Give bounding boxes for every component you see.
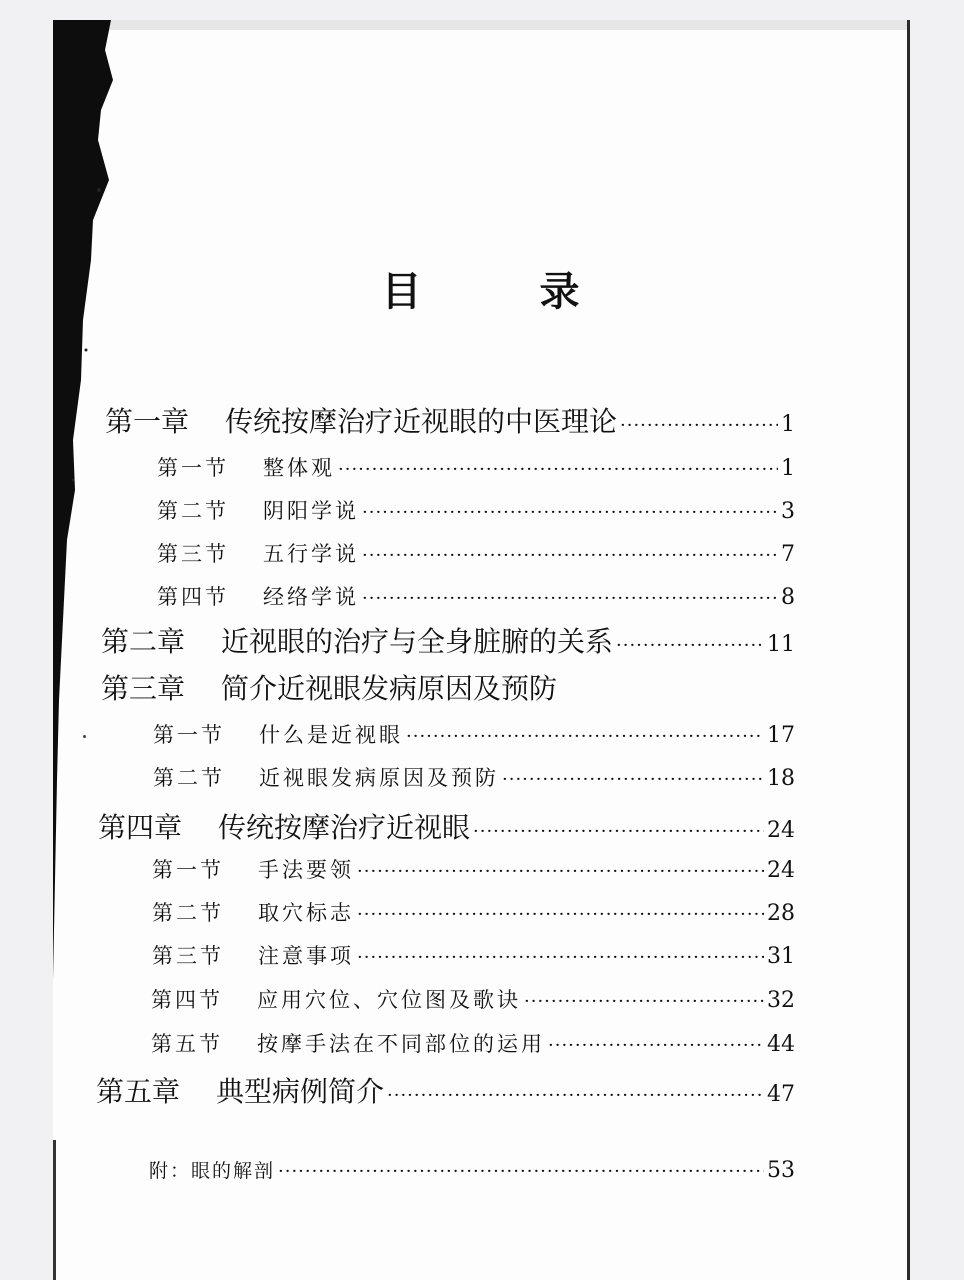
toc-section-1-2[interactable] — [157, 495, 795, 525]
page-number: 44 — [767, 1032, 795, 1057]
dot-leader — [524, 991, 764, 1012]
dot-leader — [502, 769, 764, 790]
page-bottom-edge — [53, 1140, 56, 1280]
section-title: 五行学说 — [263, 542, 359, 566]
toc-section-3-2[interactable] — [153, 762, 795, 792]
toc-section-4-3[interactable] — [152, 940, 795, 970]
scan-speck — [83, 735, 86, 738]
section-number: 第三节 — [152, 944, 224, 968]
appendix-title: 附：眼的解剖 — [149, 1160, 276, 1182]
chapter-title: 简介近视眼发病原因及预防 — [221, 672, 558, 705]
section-number: 第四节 — [151, 988, 223, 1012]
section-title: 经络学说 — [263, 585, 359, 609]
chapter-title: 传统按摩治疗近视眼的中医理论 — [225, 405, 618, 438]
page-number: 31 — [767, 944, 795, 969]
toc-section-4-2[interactable] — [152, 897, 795, 927]
page-number: 17 — [767, 723, 795, 748]
toc-section-1-3[interactable] — [157, 538, 795, 568]
section-number: 第二节 — [157, 499, 229, 523]
dot-leader — [548, 1035, 764, 1056]
page-number: 1 — [781, 412, 795, 437]
page-number: 7 — [781, 542, 795, 567]
chapter-title: 传统按摩治疗近视眼 — [218, 811, 471, 844]
toc-section-1-1[interactable] — [157, 452, 795, 482]
page-number: 18 — [767, 766, 795, 791]
section-number: 第一节 — [157, 456, 229, 480]
page-number: 3 — [781, 499, 795, 524]
dot-leader — [362, 502, 778, 523]
chapter-title: 近视眼的治疗与全身脏腑的关系 — [221, 625, 614, 658]
page-number: 24 — [767, 818, 795, 843]
section-title: 什么是近视眼 — [259, 723, 403, 747]
dot-leader — [357, 861, 764, 882]
dot-leader — [357, 904, 764, 925]
dot-leader — [620, 415, 778, 436]
section-number: 第四节 — [157, 585, 229, 609]
section-title: 阴阳学说 — [263, 499, 359, 523]
section-title: 应用穴位、穴位图及歌诀 — [257, 988, 521, 1012]
section-title: 取穴标志 — [258, 901, 354, 925]
toc-section-4-1[interactable] — [152, 854, 795, 884]
chapter-number: 第四章 — [98, 811, 183, 844]
dot-leader — [357, 947, 764, 968]
dot-leader — [362, 588, 778, 609]
toc-chapter-2[interactable] — [101, 620, 795, 660]
section-number: 第五节 — [151, 1032, 223, 1056]
section-title: 注意事项 — [258, 944, 354, 968]
page-number: 53 — [767, 1158, 795, 1183]
page-number: 24 — [767, 858, 795, 883]
dot-leader — [338, 459, 778, 480]
page-number: 1 — [781, 456, 795, 481]
section-number: 第一节 — [152, 858, 224, 882]
dot-leader — [362, 545, 778, 566]
page-number: 28 — [767, 901, 795, 926]
dot-leader — [406, 726, 764, 747]
toc-chapter-1[interactable] — [105, 400, 795, 440]
dot-leader — [616, 635, 764, 656]
toc-chapter-5[interactable] — [96, 1070, 795, 1110]
section-number: 第二节 — [153, 766, 225, 790]
section-number: 第三节 — [157, 542, 229, 566]
section-number: 第二节 — [152, 901, 224, 925]
toc-title: 目录 — [381, 269, 698, 315]
chapter-number: 第五章 — [96, 1075, 181, 1108]
toc-chapter-4[interactable] — [98, 806, 795, 846]
toc-appendix[interactable] — [149, 1156, 795, 1183]
toc-section-4-5[interactable] — [151, 1028, 795, 1058]
toc-section-4-4[interactable] — [151, 984, 795, 1014]
scanned-page — [53, 20, 910, 1280]
toc-chapter-3[interactable] — [101, 667, 795, 707]
page-number: 11 — [767, 632, 795, 657]
page-number: 32 — [767, 988, 795, 1013]
section-title: 近视眼发病原因及预防 — [259, 766, 499, 790]
chapter-number: 第三章 — [101, 672, 186, 705]
section-title: 按摩手法在不同部位的运用 — [257, 1032, 545, 1056]
chapter-number: 第一章 — [105, 405, 190, 438]
page-right-edge — [907, 20, 910, 1280]
chapter-title: 典型病例简介 — [216, 1075, 385, 1108]
toc-section-1-4[interactable] — [157, 581, 795, 611]
page-number: 8 — [781, 585, 795, 610]
chapter-number: 第二章 — [101, 625, 186, 658]
page-number: 47 — [767, 1082, 795, 1107]
page-top-edge — [53, 20, 910, 30]
dot-leader — [387, 1085, 764, 1106]
toc-section-3-1[interactable] — [153, 719, 795, 749]
dot-leader — [278, 1161, 764, 1182]
section-title: 整体观 — [263, 456, 335, 480]
section-title: 手法要领 — [258, 858, 354, 882]
dot-leader — [473, 821, 764, 842]
section-number: 第一节 — [153, 723, 225, 747]
